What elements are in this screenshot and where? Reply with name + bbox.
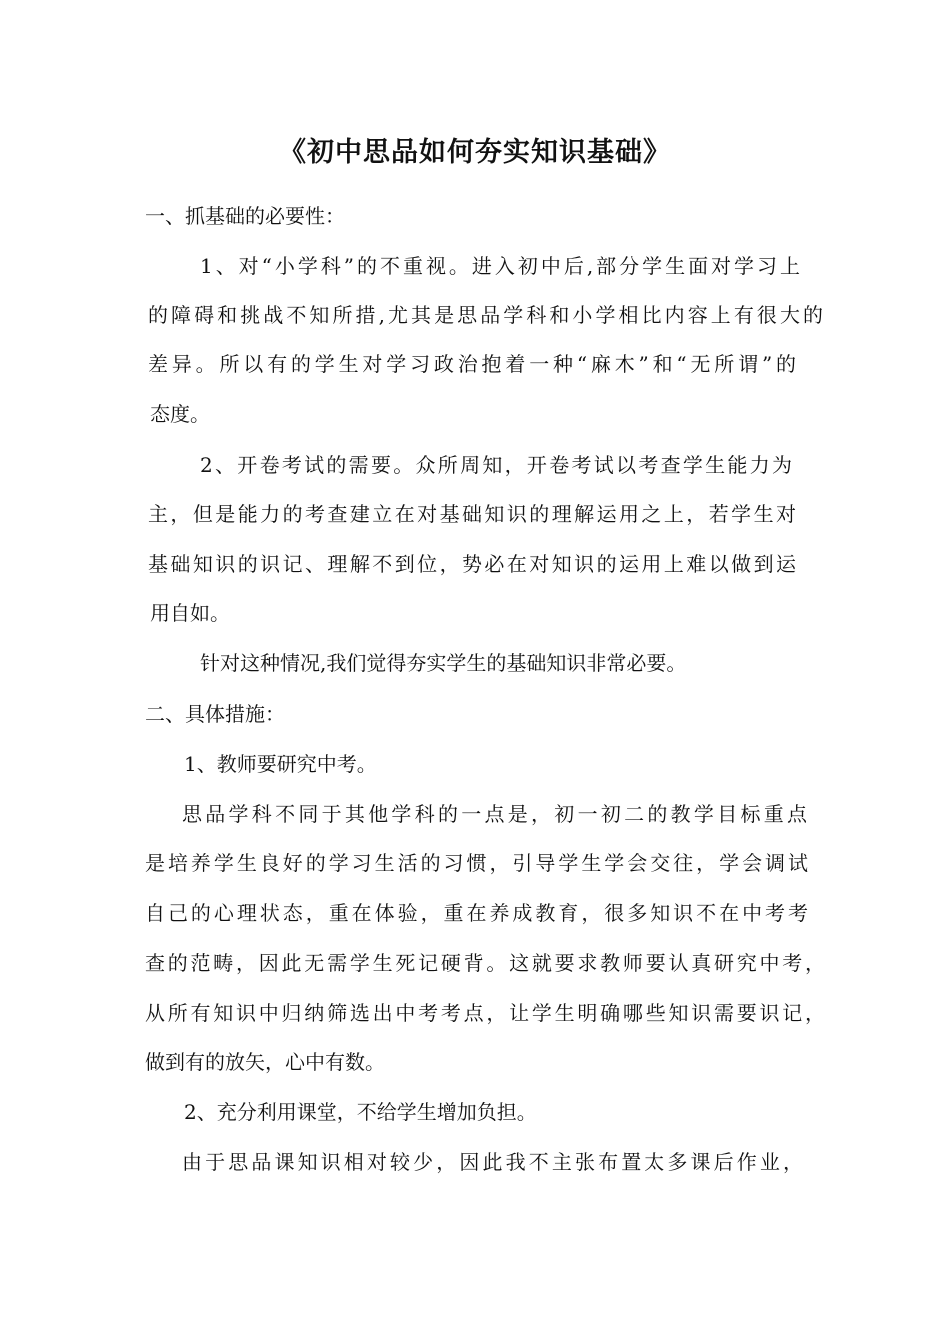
section-heading: 一、抓基础的必要性： <box>145 204 345 228</box>
paragraph-line: 主，但是能力的考查建立在对基础知识的理解运用之上，若学生对 <box>148 502 796 526</box>
subsection-title: 1、教师要研究中考。 <box>184 752 377 776</box>
paragraph-line: 由于思品课知识相对较少，因此我不主张布置太多课后作业， <box>182 1150 803 1174</box>
paragraph-line: 1、对“小学科”的不重视。进入初中后,部分学生面对学习上 <box>200 254 800 278</box>
paragraph-line: 态度。 <box>150 402 210 426</box>
paragraph-line: 思品学科不同于其他学科的一点是，初一初二的教学目标重点 <box>182 802 807 826</box>
paragraph-line: 针对这种情况,我们觉得夯实学生的基础知识非常必要。 <box>200 651 687 675</box>
paragraph-line: 自己的心理状态，重在体验，重在养成教育，很多知识不在中考考 <box>145 901 808 925</box>
paragraph-line: 从所有知识中归纳筛选出中考考点，让学生明确哪些知识需要识记， <box>145 1001 825 1025</box>
paragraph-line: 查的范畴，因此无需学生死记硬背。这就要求教师要认真研究中考， <box>145 951 825 975</box>
paragraph-line: 差异。所以有的学生对学习政治抱着一种“麻木”和“无所谓”的 <box>148 352 796 376</box>
paragraph-line: 用自如。 <box>150 601 230 625</box>
paragraph-line: 的障碍和挑战不知所措,尤其是思品学科和小学相比内容上有很大的 <box>148 303 823 327</box>
paragraph-line: 是培养学生良好的学习生活的习惯，引导学生学会交往，学会调试 <box>145 851 808 875</box>
paragraph-line: 2、开卷考试的需要。众所周知，开卷考试以考查学生能力为 <box>200 453 792 477</box>
subsection-title: 2、充分利用课堂，不给学生增加负担。 <box>184 1100 537 1124</box>
paragraph-line: 做到有的放矢，心中有数。 <box>145 1050 385 1074</box>
document-title: 《初中思品如何夯实知识基础》 <box>279 137 671 168</box>
section-heading: 二、具体措施： <box>145 702 285 726</box>
paragraph-line: 基础知识的识记、理解不到位，势必在对知识的运用上难以做到运 <box>148 552 796 576</box>
